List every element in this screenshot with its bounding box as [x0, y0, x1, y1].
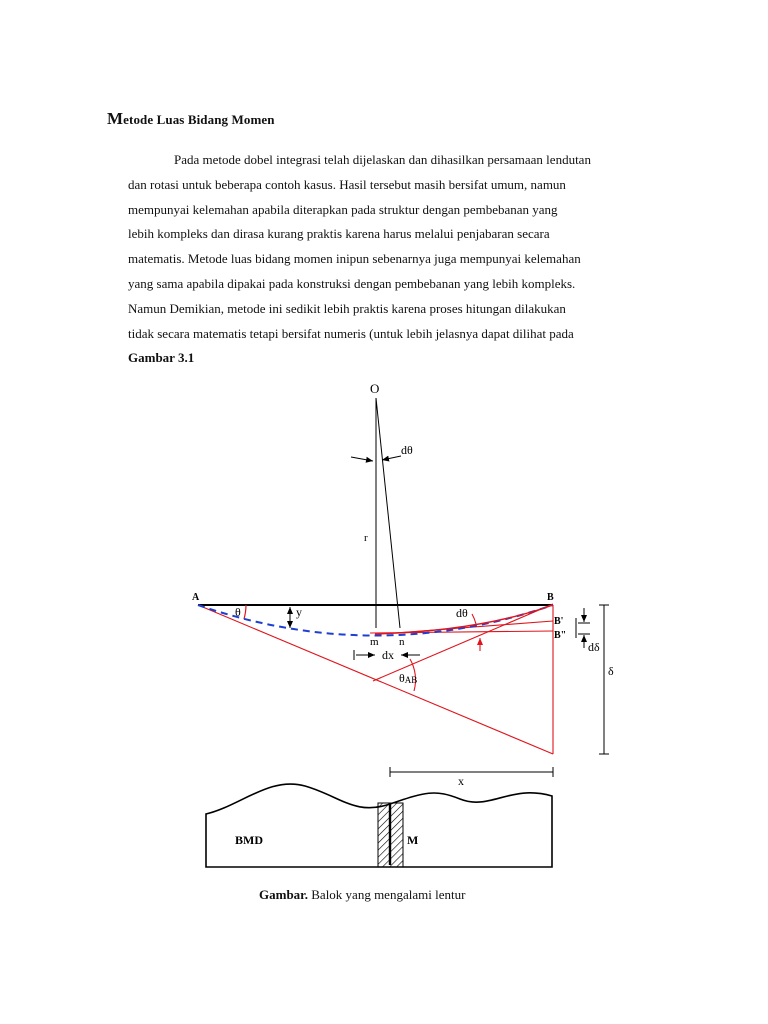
label-delta: δ [608, 664, 614, 678]
label-theta-ab: θAB [399, 671, 418, 685]
paragraph-line: lebih kompleks dan dirasa kurang praktis karena harus melalui penjabaran secara [128, 226, 550, 242]
paragraph-line: dan rotasi untuk beberapa contoh kasus. Hasil tersebut masih bersifat umum, namun [128, 176, 566, 192]
theta-arc [244, 605, 246, 619]
label-y: y [296, 605, 302, 619]
heading-rest: etode Luas Bidang Momen [123, 112, 275, 127]
dtheta-arrow-right [382, 456, 401, 460]
figure-reference: Gambar 3.1 [128, 350, 195, 366]
label-m: m [370, 636, 379, 648]
label-x: x [458, 774, 464, 788]
radius-line-n [376, 398, 400, 628]
label-n: n [399, 636, 405, 648]
label-theta: θ [235, 605, 241, 619]
paragraph-line: Namun Demikian, metode ini sedikit lebih praktis karena proses hitungan dilakukan [128, 300, 566, 316]
paragraph-line: Pada metode dobel integrasi telah dijelaskan dan dihasilkan persamaan lendutan [174, 152, 591, 167]
label-r: r [364, 532, 368, 544]
beam-deflection-figure [180, 376, 620, 881]
body-paragraph [128, 148, 673, 371]
paragraph-line: matematis. Metode luas bidang momen inipun sebenarnya juga mempunyai kelemahan [128, 251, 581, 267]
label-B-double-prime: B" [554, 630, 567, 641]
label-dx: dx [382, 648, 394, 662]
dtheta-arrow-left [351, 457, 373, 461]
caption-label: Gambar. [259, 887, 308, 902]
label-A: A [192, 592, 200, 603]
paragraph-line: yang sama apabila dipakai pada konstruksi dengan pembebanan yang lebih kompleks. [128, 275, 576, 291]
section-heading [107, 109, 275, 129]
label-d-delta: dδ [588, 640, 600, 654]
label-B: B [547, 592, 554, 603]
dtheta-arc-right [472, 614, 476, 624]
label-B-prime: B' [554, 616, 564, 627]
paragraph-line: mempunyai kelemahan apabila diterapkan pada struktur dengan pembebanan yang [128, 201, 558, 217]
beam-deflection-diagram [180, 376, 620, 876]
label-dtheta-right: dθ [456, 606, 468, 620]
paragraph-line: tidak secara matematis tetapi bersifat numeris (untuk lebih jelasnya dapat dilihat pada [128, 325, 574, 341]
label-M: M [407, 833, 419, 847]
label-dtheta-top: dθ [401, 443, 413, 457]
label-O: O [370, 381, 380, 396]
caption-text: Balok yang mengalami lentur [308, 887, 466, 902]
figure-caption [259, 887, 465, 903]
heading-initial: M [107, 109, 124, 128]
label-BMD: BMD [235, 833, 263, 847]
